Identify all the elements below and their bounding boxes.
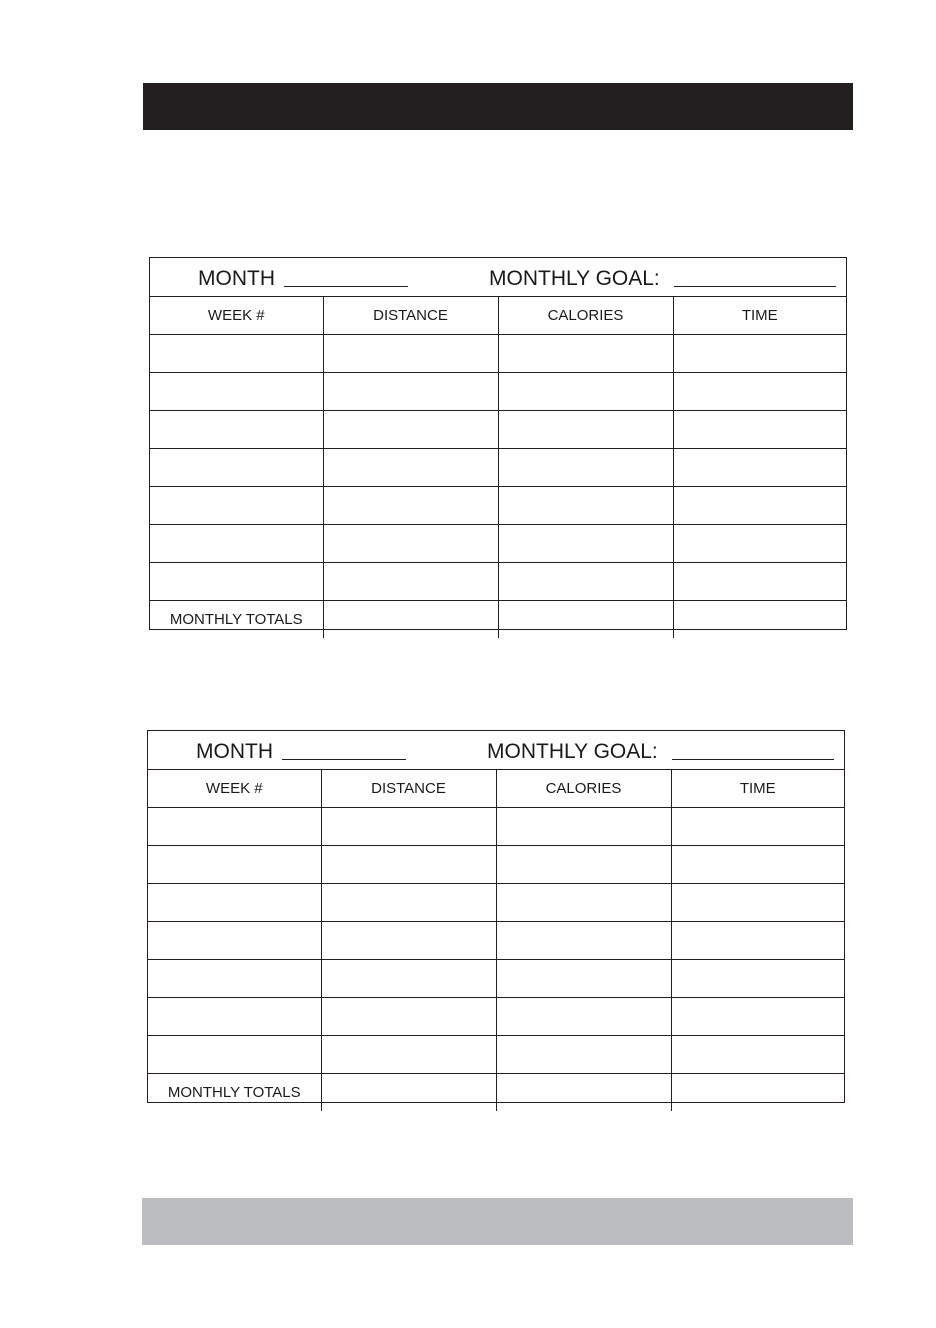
week-cell[interactable]: [148, 846, 321, 884]
distance-cell[interactable]: [323, 487, 498, 525]
column-header-row: [148, 770, 844, 808]
week-cell[interactable]: [148, 808, 321, 846]
week-cell[interactable]: [148, 922, 321, 960]
table-row: [150, 563, 846, 601]
week-cell[interactable]: [150, 525, 323, 563]
table-row: [148, 922, 844, 960]
calories-cell[interactable]: [498, 373, 673, 411]
table-row: [148, 1036, 844, 1074]
calories-cell[interactable]: [498, 563, 673, 601]
distance-cell[interactable]: [321, 960, 496, 998]
week-cell[interactable]: [148, 1036, 321, 1074]
time-cell[interactable]: [673, 563, 846, 601]
week-cell[interactable]: [150, 411, 323, 449]
column-header-time: TIME: [671, 770, 844, 808]
calories-cell[interactable]: [498, 487, 673, 525]
table-row: [148, 808, 844, 846]
week-cell[interactable]: [148, 884, 321, 922]
totals-label: MONTHLY TOTALS: [148, 1074, 321, 1112]
distance-cell[interactable]: [323, 335, 498, 373]
calories-cell[interactable]: [498, 449, 673, 487]
distance-cell[interactable]: [321, 998, 496, 1036]
time-cell[interactable]: [671, 922, 844, 960]
calories-cell[interactable]: [496, 998, 671, 1036]
monthly-goal-label: MONTHLY GOAL:: [489, 267, 660, 290]
column-header-distance: DISTANCE: [323, 297, 498, 335]
time-cell[interactable]: [673, 487, 846, 525]
table-row: [150, 373, 846, 411]
table-row: [148, 884, 844, 922]
column-header-week: WEEK #: [150, 297, 323, 335]
time-cell[interactable]: [673, 525, 846, 563]
time-cell[interactable]: [673, 449, 846, 487]
monthly-log-1: [149, 257, 847, 630]
calories-cell[interactable]: [498, 411, 673, 449]
table-row: [148, 998, 844, 1036]
time-cell[interactable]: [671, 884, 844, 922]
week-cell[interactable]: [148, 998, 321, 1036]
distance-cell[interactable]: [323, 449, 498, 487]
time-cell[interactable]: [673, 411, 846, 449]
distance-cell[interactable]: [323, 411, 498, 449]
log-header: [150, 258, 846, 297]
calories-cell[interactable]: [496, 960, 671, 998]
log-table: [150, 297, 846, 638]
total-distance-cell[interactable]: [321, 1074, 496, 1112]
week-cell[interactable]: [150, 449, 323, 487]
calories-cell[interactable]: [496, 808, 671, 846]
month-label: MONTH: [196, 740, 273, 763]
table-row: [148, 846, 844, 884]
week-cell[interactable]: [150, 335, 323, 373]
time-cell[interactable]: [671, 960, 844, 998]
totals-row: [148, 1074, 844, 1112]
monthly-goal-input-line[interactable]: [672, 759, 834, 760]
log-header: [148, 731, 844, 770]
log-table: [148, 770, 844, 1111]
monthly-log-2: [147, 730, 845, 1103]
calories-cell[interactable]: [498, 335, 673, 373]
week-cell[interactable]: [150, 487, 323, 525]
month-input-line[interactable]: [282, 759, 406, 760]
totals-label: MONTHLY TOTALS: [150, 601, 323, 639]
column-header-calories: CALORIES: [496, 770, 671, 808]
footer-bar: [142, 1198, 853, 1245]
distance-cell[interactable]: [321, 1036, 496, 1074]
calories-cell[interactable]: [496, 922, 671, 960]
week-cell[interactable]: [150, 373, 323, 411]
month-input-line[interactable]: [284, 286, 408, 287]
totals-row: [150, 601, 846, 639]
time-cell[interactable]: [671, 998, 844, 1036]
monthly-goal-label: MONTHLY GOAL:: [487, 740, 658, 763]
column-header-calories: CALORIES: [498, 297, 673, 335]
distance-cell[interactable]: [323, 373, 498, 411]
distance-cell[interactable]: [323, 563, 498, 601]
time-cell[interactable]: [671, 808, 844, 846]
table-row: [150, 411, 846, 449]
total-time-cell[interactable]: [673, 601, 846, 639]
total-time-cell[interactable]: [671, 1074, 844, 1112]
time-cell[interactable]: [671, 846, 844, 884]
total-calories-cell[interactable]: [496, 1074, 671, 1112]
column-header-row: [150, 297, 846, 335]
calories-cell[interactable]: [496, 1036, 671, 1074]
calories-cell[interactable]: [496, 846, 671, 884]
monthly-goal-input-line[interactable]: [674, 286, 836, 287]
total-distance-cell[interactable]: [323, 601, 498, 639]
distance-cell[interactable]: [321, 922, 496, 960]
week-cell[interactable]: [148, 960, 321, 998]
distance-cell[interactable]: [323, 525, 498, 563]
distance-cell[interactable]: [321, 884, 496, 922]
calories-cell[interactable]: [498, 525, 673, 563]
calories-cell[interactable]: [496, 884, 671, 922]
column-header-week: WEEK #: [148, 770, 321, 808]
total-calories-cell[interactable]: [498, 601, 673, 639]
header-bar: [143, 83, 853, 130]
time-cell[interactable]: [671, 1036, 844, 1074]
distance-cell[interactable]: [321, 808, 496, 846]
distance-cell[interactable]: [321, 846, 496, 884]
column-header-distance: DISTANCE: [321, 770, 496, 808]
table-row: [150, 525, 846, 563]
table-row: [150, 449, 846, 487]
month-label: MONTH: [198, 267, 275, 290]
table-row: [150, 487, 846, 525]
table-row: [150, 335, 846, 373]
column-header-time: TIME: [673, 297, 846, 335]
table-row: [148, 960, 844, 998]
week-cell[interactable]: [150, 563, 323, 601]
time-cell[interactable]: [673, 373, 846, 411]
time-cell[interactable]: [673, 335, 846, 373]
